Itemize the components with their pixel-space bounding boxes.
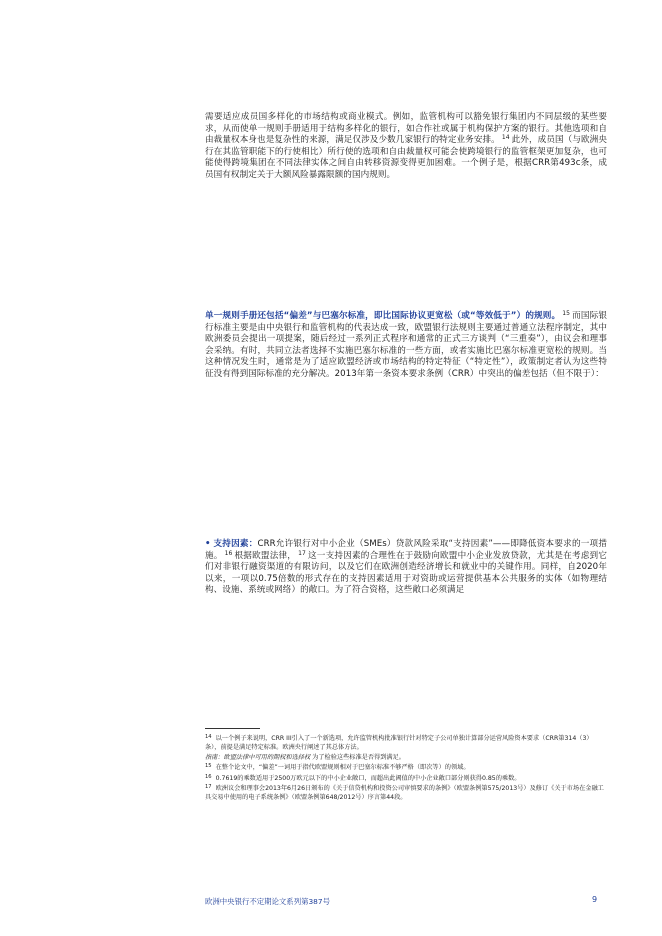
paragraph-2-text: 而国际银行标准主要是由中央银行和监管机构的代表达成一致，欧盟银行法规则主要通过普通立法程序制定，其中欧洲委员会提出一项提案，随后经过一系列正式程序和通常的正式三方谈判（“三重奏”），由议会和理事会采纳。有时，共同立法者选择不实施巴塞尔标准的一些方面，或者实施比巴塞尔标准更宽松的规则。当这种情况发生时，通常是为了适应欧盟经济或市场结构的特定特征（“特定性”），政策制定者认为这些特征没有得到国际标准的充分解决。2013年第一条资本要求条例（CRR）中突出的偏差包括（但不限于）： [205,311,607,379]
bullet-paragraph-support-factor [205,539,607,597]
body-paragraph-1 [205,112,607,182]
bullet-icon: • [205,539,211,549]
footnote-text: 在整个论文中，“偏差”一词用于指代欧盟规则相对于巴塞尔标准不够严格（即次等）的领域。 [215,764,470,772]
footnote-16 [205,773,607,783]
bullet-text-b: 根据欧盟法律， [234,550,297,561]
footnote-text: 欧洲议会和理事会2013年6月26日颁布的《关于信贷机构和投资公司审慎要求的条例》（欧盟条例第575/2013号）及修订《关于市场在金融工具交易中使用的电子系统条例》（欧盟条例第648/2012号）序言第44段。 [205,785,604,802]
footnote-text: 0.7619的乘数适用于2500万欧元以下的中小企业敞口，而超出此阈值的中小企业敞口部分则获得0.85的乘数。 [215,774,521,782]
footnote-number: 14 [205,734,212,740]
footnote-divider [205,728,260,729]
paragraph-2-heading: 单一规则手册还包括“偏差”与巴塞尔标准，即比国际协议更宽松（或“等效低于”）的规则。 [205,311,561,321]
bullet-text-a: CRR允许银行对中小企业（SMEs）贷款风险采取“支持因素”——即降低资本要求的一项措施。 [205,539,607,561]
footnote-14-continued [205,753,607,762]
footnotes [205,733,607,803]
footnote-14 [205,733,607,753]
paragraph-1-rest: 此外，成员国（与欧洲央行在其监管职能下的行使相比）所行使的选项和自由裁量权可能会使跨境银行的监管框架更加复杂，也可能使得跨境集团在不同法律实体之间自由转移资源变得更加困难。一个例子是，根据CRR第493c条，成员国有权制定关于大额风险暴露限额的国内规则。 [205,135,608,180]
footnote-17 [205,783,607,803]
footnote-ref-15[interactable]: 15 [562,310,571,317]
paragraph-1-text: 需要适应成员国多样化的市场结构或商业模式。例如，监管机构可以豁免银行集团内不同层级的某些要求，从而使单一规则手册适用于结构多样化的银行，如合作社或属于机构保护方案的银行。其他选项和自由裁量权本身也是复杂性的来源，满足仅涉及少数几家银行的特定业务安排。 [205,112,607,146]
footnote-ref-14[interactable]: 14 [501,134,510,142]
footnote-text: 为了检验这些标准是否得到满足。 [312,753,405,761]
footnote-15 [205,762,607,772]
footer-series-title: 欧洲中央银行不定期论文系列第387号 [205,897,330,906]
bullet-heading: 支持因素： [213,539,258,549]
bullet-text-c: 这一支持因素的合理性在于鼓励向欧盟中小企业发放贷款，尤其是在考虑到它们对非银行融资渠道的有限访问，以及它们在欧洲创造经济增长和就业中的关键作用。同样，自2020年以来，一项以0.75倍数的形式存在的支持因素适用于对资助或运营提供基本公共服务的实体（如物理结构、设施、系统或网络）的敞口。为了符合资格，这些敞口必须满足 [205,550,608,596]
footnote-ref-16[interactable]: 16 [224,549,233,557]
footnote-number: 17 [205,784,212,791]
footnote-number: 15 [205,763,212,770]
body-paragraph-2 [205,311,607,381]
footnote-ref-17[interactable]: 17 [298,549,306,557]
page-number: 9 [592,895,598,904]
footnote-text: 以一个例子来说明，CRR III引入了一个新选项，允许监管机构批准银行针对特定子公司单独计算部分运营风险资本要求（CRR第314（3）条），前提是满足特定标准。欧洲央行阐述了其总体方法。 [205,735,593,752]
footnote-number: 16 [205,773,212,780]
footnote-guide-title[interactable]: 指南：欧盟法律中可用的期权和选择权 [205,753,311,761]
